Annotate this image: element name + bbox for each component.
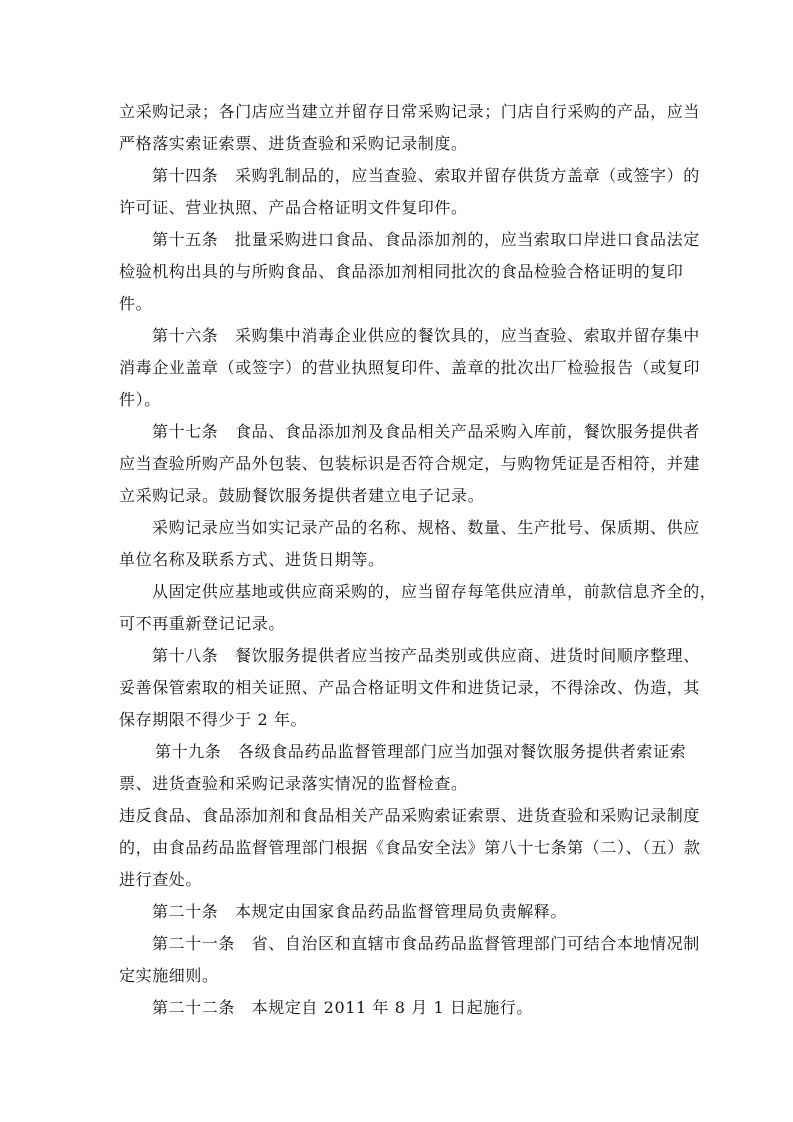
- text-line: 件）。: [119, 390, 161, 409]
- text-line: 的，由食品药品监督管理部门根据《食品安全法》第八十七条第（二）、（五）款: [119, 838, 701, 857]
- text-line: 立采购记录；各门店应当建立并留存日常采购记录；门店自行采购的产品，应当: [119, 102, 701, 121]
- text-line: 从固定供应基地或供应商采购的，应当留存每笔供应清单，前款信息齐全的，: [152, 582, 717, 601]
- text-line: 立采购记录。鼓励餐饮服务提供者建立电子记录。: [119, 486, 485, 505]
- text-line: 进行查处。: [119, 870, 203, 889]
- text-line: 保存期限不得少于 2 年。: [119, 710, 308, 729]
- text-line: 采购记录应当如实记录产品的名称、规格、数量、生产批号、保质期、供应: [152, 518, 700, 537]
- article-14-line: 第十四条 采购乳制品的，应当查验、索取并留存供货方盖章（或签字）的: [152, 166, 700, 185]
- text-line: 件。: [119, 294, 153, 313]
- article-20-line: 第二十条 本规定由国家食品药品监督管理局负责解释。: [152, 902, 568, 921]
- text-line: 单位名称及联系方式、进货日期等。: [119, 550, 385, 569]
- text-line: 违反食品、食品添加剂和食品相关产品采购索证索票、进货查验和采购记录制度: [119, 806, 701, 825]
- text-line: 妥善保管索取的相关证照、产品合格证明文件和进货记录，不得涂改、伪造，其: [119, 678, 701, 697]
- text-line: 严格落实索证索票、进货查验和采购记录制度。: [119, 134, 468, 153]
- article-15-line: 第十五条 批量采购进口食品、食品添加剂的，应当索取口岸进口食品法定: [152, 230, 700, 249]
- article-16-line: 第十六条 采购集中消毒企业供应的餐饮具的，应当查验、索取并留存集中: [152, 326, 700, 345]
- article-17-line: 第十七条 食品、食品添加剂及食品相关产品采购入库前，餐饮服务提供者: [152, 422, 700, 441]
- text-line: 应当查验所购产品外包装、包装标识是否符合规定，与购物凭证是否相符，并建: [119, 454, 701, 473]
- article-19-line: 第十九条 各级食品药品监督管理部门应当加强对餐饮服务提供者索证索: [155, 742, 687, 761]
- text-line: 可不再重新登记记录。: [119, 614, 286, 633]
- document-body: [119, 96, 717, 1024]
- text-line: 消毒企业盖章（或签字）的营业执照复印件、盖章的批次出厂检验报告（或复印: [119, 358, 701, 377]
- text-line: 许可证、营业执照、产品合格证明文件复印件。: [119, 198, 468, 217]
- article-21-line: 第二十一条 省、自治区和直辖市食品药品监督管理部门可结合本地情况制: [152, 934, 700, 953]
- text-line: 检验机构出具的与所购食品、食品添加剂相同批次的食品检验合格证明的复印: [119, 262, 684, 281]
- text-line: 票、进货查验和采购记录落实情况的监督检查。: [119, 774, 468, 793]
- article-22-line: 第二十二条 本规定自 2011 年 8 月 1 日起施行。: [152, 998, 533, 1017]
- text-line: 定实施细则。: [119, 966, 219, 985]
- article-18-line: 第十八条 餐饮服务提供者应当按产品类别或供应商、进货时间顺序整理、: [152, 646, 700, 665]
